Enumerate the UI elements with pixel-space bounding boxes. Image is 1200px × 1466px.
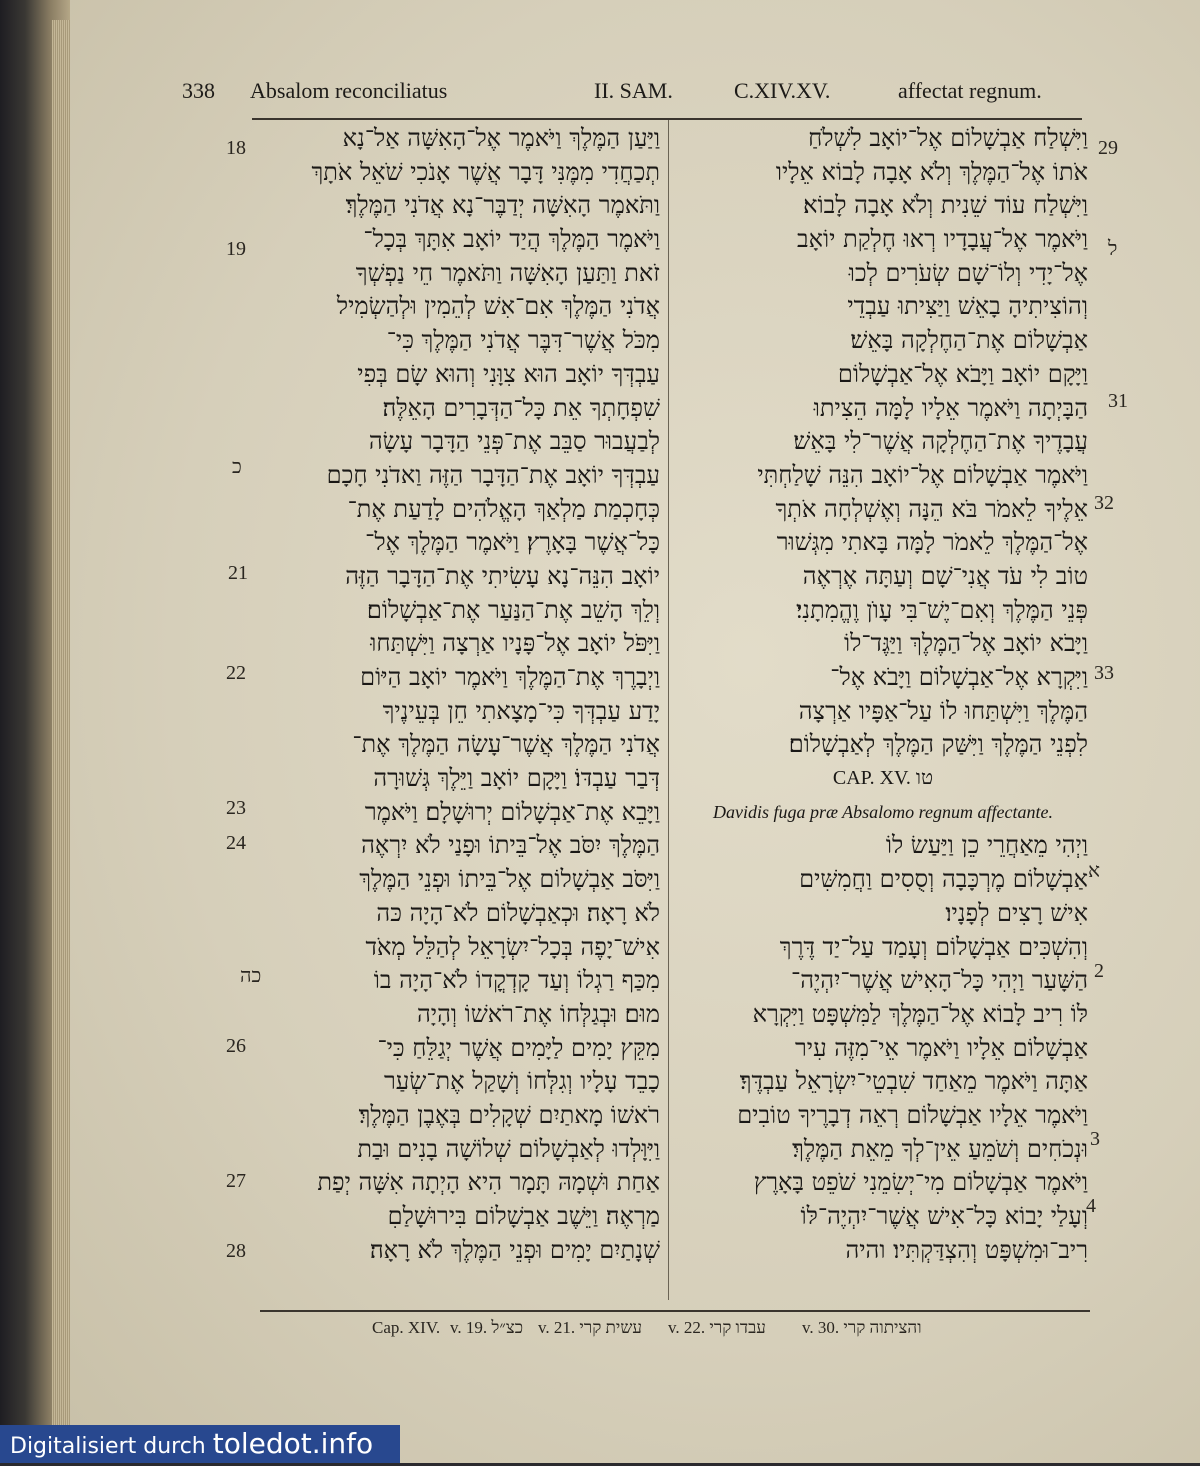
verse-number: 24 <box>226 832 246 854</box>
hebrew-text-line: לְבַעֲבוּר סַבֵּב אֶת־פְּנֵי הַדָּבָר עָשָׂה <box>368 427 660 456</box>
footnote-cap: Cap. XIV. <box>372 1318 441 1337</box>
verse-number: 18 <box>226 137 246 159</box>
hebrew-text-line: וְהִשְׁכִּים אַבְשָׁלוֹם וְעָמַד עַל־יַד דֶּרֶךְ <box>779 932 1088 961</box>
hebrew-text-line: וַיְבָרֶךְ אֶת־הַמֶּלֶךְ וַיֹּאמֶר יוֹאָב הַיּוֹם <box>360 663 660 691</box>
verse-number: 21 <box>228 562 248 584</box>
header-rule <box>252 118 1082 120</box>
hebrew-text-line: מוּם׃ וּבְגַלְּחוֹ אֶת־רֹאשׁוֹ וְהָיָה <box>416 999 660 1028</box>
verse-number: 32 <box>1094 492 1114 514</box>
hebrew-text-line: וַיֹּאמֶר אַבְשָׁלוֹם אֶל־יוֹאָב הִנֵּה שָׁלַחְתִּי <box>757 460 1088 489</box>
hebrew-text-line: עַבְדְּךָ יוֹאָב הוּא צִוָּנִי וְהוּא שָׂם בְּפִי <box>357 359 660 388</box>
verse-number: 28 <box>226 1240 246 1262</box>
right-column <box>678 122 1088 1302</box>
hebrew-text-line: אַבְשָׁלוֹם מֶרְכָּבָה וְסֻסִים וַחֲמִשִּׁים <box>799 865 1088 894</box>
hebrew-text-line: וּנְכֹחִים וְשֹׁמֵעַ אֵין־לְךָ מֵאֵת הַמֶּלֶךְ׃ <box>792 1134 1088 1163</box>
hebrew-text-line: אִישׁ רָצִים לְפָנָיו׃ <box>945 898 1088 927</box>
hebrew-text-line: שִׁפְחָתְךָ אֵת כָּל־הַדְּבָרִים הָאֵלֶּה׃ <box>382 393 660 422</box>
hebrew-text-line: תְכַחֲדִי מִמֶּנִּי דָּבָר אֲשֶׁר אָנֹכִי שֹׁאֵל אֹתָךְ <box>311 157 660 186</box>
digitization-watermark[interactable] <box>0 1425 400 1463</box>
hebrew-text-line: יָדַע עַבְדְּךָ כִּי־מָצָאתִי חֵן בְּעֵינֶיךָ <box>382 696 660 725</box>
verse-number: כ <box>232 456 242 478</box>
hebrew-text-line: וַיִּשְׁלַח עוֹד שֵׁנִית וְלֹא אָבָה לָבוֹא׃ <box>803 191 1088 220</box>
hebrew-text-line: וַיֹּאמֶר אֶל־עֲבָדָיו רְאוּ חֶלְקַת יוֹאָב <box>797 225 1088 254</box>
hebrew-text-line: וַיָּקָם יוֹאָב וַיָּבֹא אֶל־אַבְשָׁלוֹם <box>837 359 1088 388</box>
chapter-heading: CAP. XV. טו <box>832 767 934 790</box>
hebrew-text-line: לּוֹ רִיב לָבוֹא אֶל־הַמֶּלֶךְ לַמִּשְׁפָּט וַיִּקְרָא <box>752 999 1088 1028</box>
hebrew-text-line: וַיִּקְרָא אֶל־אַבְשָׁלוֹם וַיָּבֹא אֶל־ <box>830 663 1088 691</box>
hebrew-text-line: וַיֹּאמֶר אַבְשָׁלוֹם מִי־יְשִׂמֵנִי שֹׁפֵט בָּאָרֶץ <box>753 1168 1088 1197</box>
hebrew-text-line: הַבָּיְתָה וַיֹּאמֶר אֵלָיו לָמָּה הֵצִיתוּ <box>813 393 1088 422</box>
verse-number: 22 <box>226 662 246 684</box>
verse-number: 19 <box>226 238 246 260</box>
page-number: 338 <box>182 78 215 103</box>
hebrew-text-line: הַמֶּלֶךְ יִסֹּב אֶל־בֵּיתוֹ וּפָנַי לֹא יִרְאֶה <box>361 831 660 860</box>
hebrew-text-line: טוֹב לִי עֹד אֲנִי־שָׁם וְעַתָּה אֶרְאֶה <box>802 561 1088 590</box>
hebrew-text-line: לִפְנֵי הַמֶּלֶךְ וַיִּשַּׁק הַמֶּלֶךְ לְאַבְשָׁלוֹם׃ <box>788 730 1088 759</box>
hebrew-text-line: רֹאשׁוֹ מָאתַיִם שְׁקָלִים בְּאֶבֶן הַמֶּלֶךְ׃ <box>358 1100 660 1129</box>
hebrew-text-line: שְׁנָתַיִם יָמִים וּפְנֵי הַמֶּלֶךְ לֹא רָאָה׃ <box>369 1235 660 1264</box>
footnote-v19: v. 19. כצ״ל <box>450 1318 524 1337</box>
hebrew-text-line: אַתָּה וַיֹּאמֶר מֵאַחַד שִׁבְטֵי־יִשְׂרָאֵל עַבְדֶּךָ׃ <box>739 1067 1088 1096</box>
verse-number: 29 <box>1098 137 1118 159</box>
hebrew-text-line: וַיִּפֹּל יוֹאָב אֶל־פָּנָיו אַרְצָה וַיִּשְׁתַּחוּ <box>370 629 660 658</box>
verse-number: 2 <box>1094 960 1104 982</box>
chapter-summary: Davidis fuga præ Absalomo regnum affectante. <box>713 801 1053 822</box>
hebrew-text-line: מַרְאֶה׃ וַיֵּשֶׁב אַבְשָׁלוֹם בִּירוּשָׁלַםִ <box>387 1202 660 1230</box>
hebrew-text-line: וַיֹּאמֶר הַמֶּלֶךְ הֲיַד יוֹאָב אִתָּךְ בְּכָל־ <box>363 225 660 254</box>
hebrew-text-line: אֵלֶיךָ לֵאמֹר בֹּא הֵנָּה וְאֶשְׁלְחָה אֹתְךָ <box>775 494 1088 523</box>
hebrew-text-line: רִיב־וּמִשְׁפָּט וְהִצְדַּקְתִּיו׃ והיה <box>845 1235 1088 1264</box>
masoretic-footnote <box>372 1318 992 1348</box>
hebrew-text-line: כָבֵד עָלָיו וְגִלְּחוֹ וְשָׁקַל אֶת־שְׂעַר <box>383 1067 660 1096</box>
hebrew-text-line: הַשָּׁעַר וַיְהִי כָּל־הָאִישׁ אֲשֶׁר־יִהְיֶה־ <box>791 966 1088 995</box>
hebrew-text-line: וַיֹּאמֶר אֵלָיו אַבְשָׁלוֹם רְאֵה דְבָרֶיךָ טוֹבִים <box>737 1100 1088 1129</box>
watermark-brand[interactable]: toledot.info <box>212 1427 374 1460</box>
hebrew-text-line: וְלֵךְ הָשֵׁב אֶת־הַנַּעַר אֶת־אַבְשָׁלוֹם׃ <box>366 595 660 624</box>
hebrew-text-line: כָּל־אֲשֶׁר בָּאָרֶץ׃ וַיֹּאמֶר הַמֶּלֶךְ אֶל־ <box>365 528 660 557</box>
verse-number: כה <box>240 965 262 987</box>
hebrew-text-line: דְּבַר עַבְדּוֹ׃ וַיָּקָם יוֹאָב וַיֵּלֶךְ גְּשׁוּרָה <box>373 764 660 793</box>
hebrew-text-line: וַיִּוָּלְדוּ לְאַבְשָׁלוֹם שְׁלוֹשָׁה בָנִים וּבַת <box>357 1134 660 1163</box>
hebrew-text-line: אֲדֹנִי הַמֶּלֶךְ אִם־אִשׁ לְהֵמִין וּלְהַשְׂמִיל <box>336 292 660 321</box>
hebrew-text-line: מִכֹּל אֲשֶׁר־דִּבֶּר אֲדֹנִי הַמֶּלֶךְ כִּי־ <box>386 326 660 355</box>
hebrew-text-line: מִכַּף רַגְלוֹ וְעַד קָדְקֳדוֹ לֹא־הָיָה בוֹ <box>373 966 660 995</box>
hebrew-text-line: אֶל־יָדִי וְלוֹ־שָׁם שְׂעֹרִים לְכוּ <box>848 258 1088 287</box>
hebrew-text-line: אַחַת וּשְׁמָהּ תָּמָר הִיא הָיְתָה אִשָּׁה יְפַת <box>317 1168 660 1197</box>
hebrew-text-line: וַיִּסֹּב אַבְשָׁלוֹם אֶל־בֵּיתוֹ וּפְנֵי הַמֶּלֶךְ <box>359 865 660 894</box>
running-title-left: Absalom reconciliatus <box>250 78 448 103</box>
footnote-v30: v. 30. והציתוה קרי <box>802 1318 922 1337</box>
footnote-rule <box>260 1310 1090 1312</box>
hebrew-text-line: אַבְשָׁלוֹם אֶת־הַחֶלְקָה בָּאֵשׁ׃ <box>850 326 1088 355</box>
hebrew-text-line: וַיְהִי מֵאַחֲרֵי כֵן וַיַּעַשׂ לוֹ <box>885 831 1088 860</box>
hebrew-text-line: יוֹאָב הִנֵּה־נָא עָשִׂיתִי אֶת־הַדָּבָר הַזֶּה <box>345 561 660 590</box>
verse-number: 31 <box>1108 390 1128 412</box>
left-column <box>250 122 660 1302</box>
hebrew-text-line: כְּחָכְמַת מַלְאַךְ הָאֱלֹהִים לָדַעַת אֶת־ <box>347 494 660 523</box>
hebrew-text-line: אַבְשָׁלוֹם אֵלָיו וַיֹּאמֶר אֵי־מִזֶּה עִיר <box>794 1033 1088 1062</box>
hebrew-text-line: אֹתוֹ אֶל־הַמֶּלֶךְ וְלֹא אָבָה לָבוֹא אֵלָיו <box>775 157 1088 186</box>
hebrew-text-line: וַיִּשְׁלַח אַבְשָׁלוֹם אֶל־יוֹאָב לִשְׁלֹחַ <box>808 124 1088 152</box>
watermark-prefix: Digitalisiert durch <box>10 1434 206 1459</box>
hebrew-text-line: וְהוֹצִיתִיהָ בָאֵשׁ וַיַּצִּיתוּ עַבְדֵי <box>847 292 1088 321</box>
verse-number: 23 <box>226 797 246 819</box>
verse-number: 33 <box>1094 662 1114 684</box>
running-head <box>182 78 1082 114</box>
hebrew-text-line: אֲדֹנִי הַמֶּלֶךְ אֲשֶׁר־עָשָׂה הַמֶּלֶךְ אֶת־ <box>352 730 660 759</box>
footnote-v22: v. 22. עבדו קרי <box>668 1318 766 1337</box>
hebrew-text-line: הַמֶּלֶךְ וַיִּשְׁתַּחוּ לוֹ עַל־אַפָּיו אַרְצָה <box>798 696 1088 725</box>
verse-number: 27 <box>226 1170 246 1192</box>
verse-number: 4 <box>1086 1195 1096 1217</box>
verse-number: ל <box>1108 238 1118 260</box>
hebrew-text-line: וַיָּבֵא אֶת־אַבְשָׁלוֹם יְרוּשָׁלָם׃ וַיֹּאמֶר <box>364 797 660 826</box>
hebrew-text-line: מִקֵּץ יָמִים לַיָּמִים אֲשֶׁר יְגַלֵּחַ כִּי־ <box>377 1033 660 1062</box>
running-title-right: affectat regnum. <box>898 78 1042 103</box>
verse-number: 3 <box>1090 1128 1100 1150</box>
verse-number: א <box>1088 860 1101 882</box>
hebrew-text-line: לֹא רָאָה׃ וּכְאַבְשָׁלוֹם לֹא־הָיָה כּה <box>376 898 660 927</box>
hebrew-text-line: עֲבָדֶיךָ אֶת־הַחֶלְקָה אֲשֶׁר־לִי בָּאֵשׁ׃ <box>793 427 1088 456</box>
hebrew-text-line: אֶל־הַמֶּלֶךְ לֵאמֹר לָמָּה בָּאתִי מִגְּשׁוּר <box>776 528 1088 557</box>
hebrew-text-line: פְּנֵי הַמֶּלֶךְ וְאִם־יֶשׁ־בִּי עָוֺן וֶהֱמִתָנִי׃ <box>795 595 1088 624</box>
hebrew-text-line: וַיָּבֹא יוֹאָב אֶל־הַמֶּלֶךְ וַיַּגֶּד־לוֹ <box>843 629 1088 658</box>
hebrew-text-line: וְעָלַי יָבוֹא כָּל־אִישׁ אֲשֶׁר־יִהְיֶה־לּוֹ <box>800 1202 1088 1230</box>
chapter-range: C.XIV.XV. <box>734 78 831 103</box>
hebrew-text-line: עַבְדְּךָ יוֹאָב אֶת־הַדָּבָר הַזֶּה וַאדֹנִי חָכָם <box>326 460 660 489</box>
hebrew-text-line: וַתֹּאמֶר הָאִשָּׁה יְדַבֶּר־נָא אֲדֹנִי הַמֶּלֶךְ׃ <box>345 191 660 220</box>
hebrew-text-line: אִישׁ־יָפֶה בְּכָל־יִשְׂרָאֵל לְהַלֵּל מְאֹד <box>365 932 660 961</box>
hebrew-text-line: וַיַּעַן הַמֶּלֶךְ וַיֹּאמֶר אֶל־הָאִשָּׁה אַל־נָא <box>342 124 660 152</box>
footnote-v21: v. 21. עשית קרי <box>538 1318 643 1337</box>
column-divider <box>668 120 669 1300</box>
book-name: II. SAM. <box>594 78 673 103</box>
verse-number: 26 <box>226 1035 246 1057</box>
hebrew-text-line: זֹאת וַתַּעַן הָאִשָּׁה וַתֹּאמֶר חֵי נַפְשְׁךָ <box>355 258 660 287</box>
